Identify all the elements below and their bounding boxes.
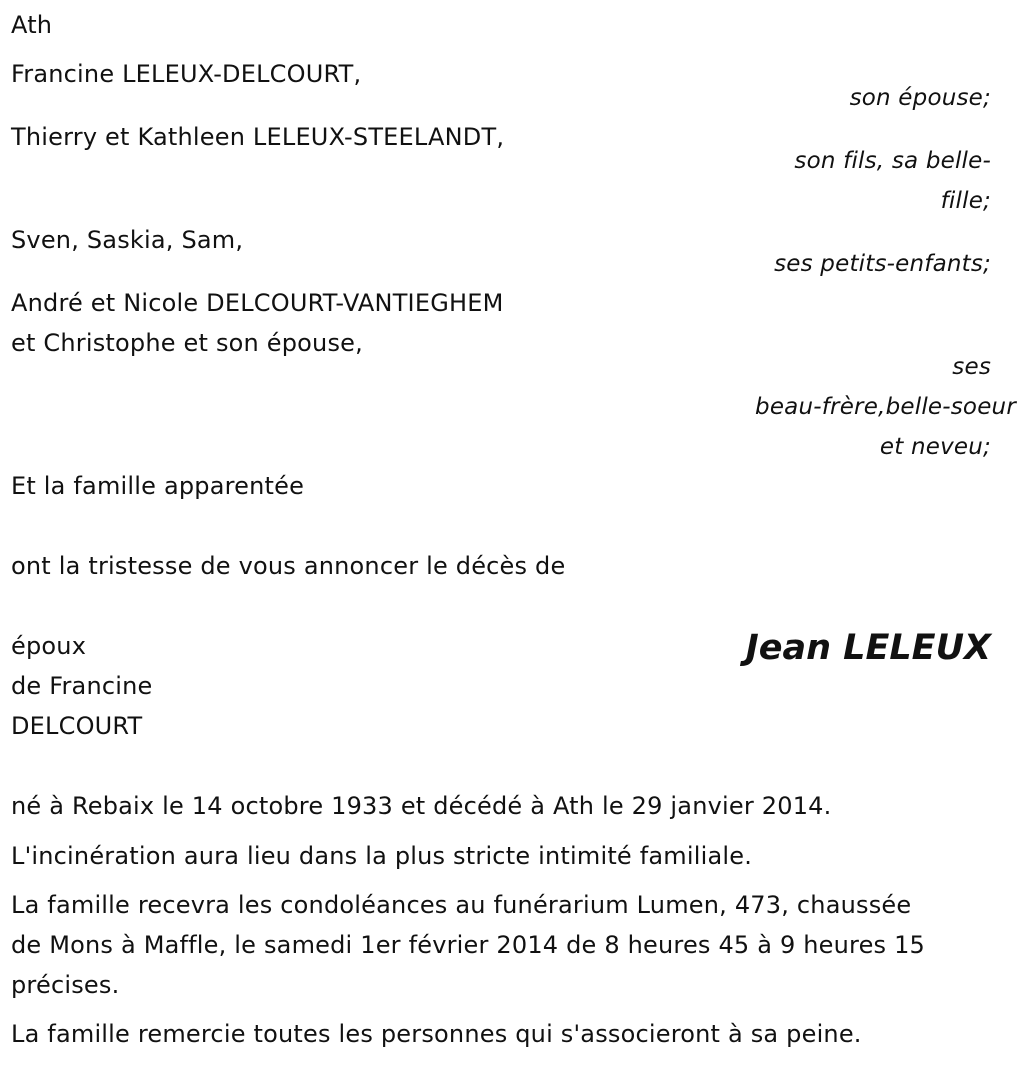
family-inlaws-name-line2: et Christophe et son épouse, bbox=[11, 329, 363, 357]
announcement-text: ont la tristesse de vous annoncer le décès de bbox=[11, 552, 566, 580]
deceased-spouse-line3: DELCOURT bbox=[11, 712, 143, 740]
deceased-spouse-line2: de Francine bbox=[11, 672, 153, 700]
thanks-text: La famille remercie toutes les personnes qui s'associeront à sa peine. bbox=[11, 1020, 862, 1048]
family-grandchildren-relation: ses petits-enfants; bbox=[774, 251, 991, 277]
family-son-relation-line1: son fils, sa belle- bbox=[794, 148, 991, 174]
family-wife-name: Francine LELEUX-DELCOURT, bbox=[11, 60, 362, 88]
family-grandchildren-name: Sven, Saskia, Sam, bbox=[11, 226, 244, 254]
birth-death-text: né à Rebaix le 14 octobre 1933 et décédé à Ath le 29 janvier 2014. bbox=[11, 792, 832, 820]
condolences-line2: de Mons à Maffle, le samedi 1er février 2014 de 8 heures 45 à 9 heures 15 bbox=[11, 931, 926, 959]
location: Ath bbox=[11, 11, 53, 39]
family-son-name: Thierry et Kathleen LELEUX-STEELANDT, bbox=[11, 123, 505, 151]
condolences-line1: La famille recevra les condoléances au funérarium Lumen, 473, chaussée bbox=[11, 891, 912, 919]
family-related: Et la famille apparentée bbox=[11, 472, 305, 500]
family-inlaws-relation-line1: ses bbox=[952, 354, 991, 380]
deceased-name: Jean LELEUX bbox=[745, 628, 991, 668]
family-inlaws-relation-line2: beau-frère,belle-soeur bbox=[755, 394, 1016, 420]
cremation-text: L'incinération aura lieu dans la plus stricte intimité familiale. bbox=[11, 842, 753, 870]
family-son-relation-line2: fille; bbox=[940, 188, 991, 214]
deceased-spouse-line1: époux bbox=[11, 632, 87, 660]
family-wife-relation: son épouse; bbox=[849, 85, 991, 111]
family-inlaws-relation-line3: et neveu; bbox=[879, 434, 991, 460]
condolences-line3: précises. bbox=[11, 971, 120, 999]
family-inlaws-name-line1: André et Nicole DELCOURT-VANTIEGHEM bbox=[11, 289, 504, 317]
